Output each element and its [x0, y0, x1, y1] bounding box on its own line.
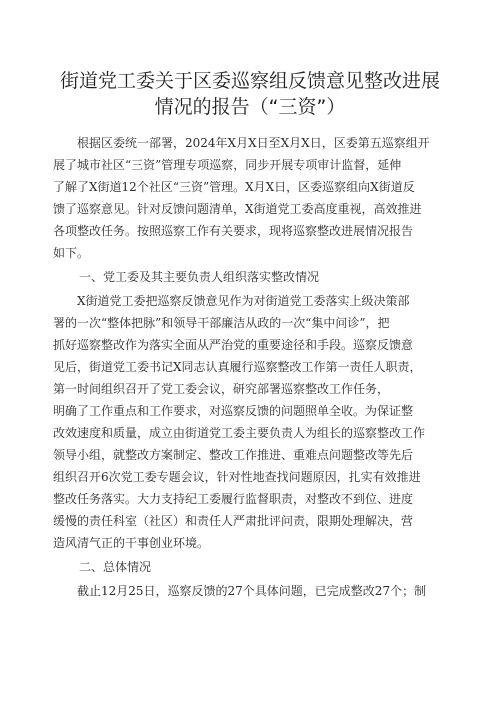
paragraph-line: [0, 290, 500, 312]
paragraph-text: 如下。: [53, 246, 90, 260]
paragraph-line: [0, 400, 500, 422]
paragraph-line: [0, 220, 500, 242]
section-heading-text: 二、总体情况: [79, 560, 152, 574]
paragraph-text: 署的一次“整体把脉”和领导干部廉洁从政的一次“集中问诊”，把: [53, 316, 390, 330]
paragraph-line: [0, 532, 500, 554]
paragraph-text: 了解了X街道12个社区“三资”管理。X月X日，区委巡察组向X街道反: [53, 180, 415, 194]
paragraph-text: 各项整改任务。按照巡察工作有关要求，现将巡察整改进展情况报告: [53, 224, 414, 238]
paragraph-text: 明确了工作重点和工作要求，对巡察反馈的问题照单全收。为保证整: [53, 404, 414, 418]
section-heading: [0, 266, 500, 288]
paragraph-text: 造风清气正的干事创业环境。: [53, 536, 210, 550]
paragraph-line: [0, 356, 500, 378]
paragraph-text: 整改任务落实。大力支持纪工委履行监督职责，对整改不到位、进度: [53, 492, 414, 506]
paragraph-line: [0, 510, 500, 532]
paragraph-line: [0, 132, 500, 154]
paragraph-text: 改效速度和质量，成立由街道党工委主要负责人为组长的巡察整改工作: [53, 426, 426, 440]
paragraph-line: [0, 242, 500, 264]
paragraph-text: 组织召开6次党工委专题会议，针对性地查找问题原因，扎实有效推进: [53, 470, 421, 484]
section-heading: [0, 556, 500, 578]
paragraph-line: [0, 378, 500, 400]
paragraph-text: 见后，街道党工委书记X同志认真履行巡察整改工作第一责任人职责，: [53, 360, 422, 374]
section-heading-text: 一、党工委及其主要负责人组织落实整改情况: [79, 270, 320, 284]
document-title-line-1: 街道党工委关于区委巡察组反馈意见整改进展: [59, 70, 440, 92]
paragraph-line: [0, 198, 500, 220]
paragraph-line: [0, 312, 500, 334]
paragraph-line: [0, 176, 500, 198]
paragraph-line: [0, 334, 500, 356]
paragraph-text: 抓好巡察整改作为落实全面从严治党的重要途径和手段。巡察反馈意: [53, 338, 414, 352]
paragraph-line: [0, 444, 500, 466]
paragraph-text: 缓慢的责任科室（社区）和责任人严肃批评问责，限期处理解决，营: [53, 514, 414, 528]
paragraph-text: 截止12月25日，巡察反馈的27个具体问题，已完成整改27个；制: [77, 584, 427, 598]
paragraph-line: [0, 488, 500, 510]
paragraph-text: 馈了巡察意见。针对反馈问题清单，X街道党工委高度重视，高效推进: [53, 202, 422, 216]
paragraph-line: [0, 154, 500, 176]
paragraph-text: 展了城市社区“三资”管理专项巡察，同步开展专项审计监督，延伸: [53, 158, 402, 172]
document-title-line-2: 情况的报告（“三资”）: [154, 96, 346, 118]
paragraph-line: [0, 422, 500, 444]
paragraph-text: X街道党工委把巡察反馈意见作为对街道党工委落实上级决策部: [77, 294, 410, 308]
paragraph-text: 第一时间组织召开了党工委会议，研究部署巡察整改工作任务，: [53, 382, 390, 396]
paragraph-text: 领导小组，就整改方案制定、整改工作推进、重难点问题整改等先后: [53, 448, 414, 462]
paragraph-line: [0, 466, 500, 488]
paragraph-line: [0, 580, 500, 602]
paragraph-text: 根据区委统一部署，2024年X月X日至X月X日，区委第五巡察组开: [77, 136, 430, 150]
